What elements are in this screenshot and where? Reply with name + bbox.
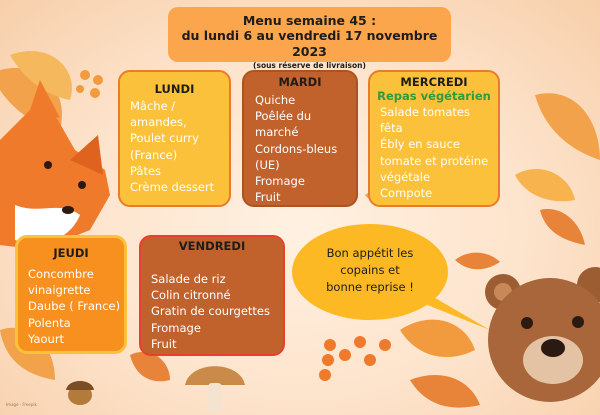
- menu-dates: du lundi 6 au vendredi 17 novembre 2023: [181, 28, 438, 59]
- menu-item: (France): [130, 147, 178, 162]
- menu-item: tomate et protéine: [380, 153, 489, 168]
- menu-item: Pâtes: [130, 163, 162, 178]
- menu-item: Polenta: [28, 315, 71, 330]
- menu-title: Menu semaine 45 :: [242, 13, 377, 28]
- menu-item: Fruit: [255, 190, 281, 205]
- day-card-jeudi: [15, 235, 127, 354]
- menu-item: (UE): [255, 157, 280, 172]
- day-title-mercredi: MERCREDI: [400, 75, 468, 89]
- menu-item: Colin citronné: [151, 288, 231, 303]
- menu-item: Poulet curry: [130, 131, 199, 146]
- menu-item: fêta: [380, 121, 403, 136]
- menu-disclaimer: (sous réserve de livraison): [253, 61, 366, 70]
- day-card-mardi: [242, 70, 358, 207]
- menu-item: marché: [255, 125, 299, 140]
- menu-list-mardi: [244, 92, 356, 205]
- menu-item: Yaourt: [28, 331, 65, 346]
- menu-item: amandes,: [130, 115, 187, 130]
- menu-item: Fromage: [151, 320, 201, 335]
- menu-item: Ébly en sauce: [380, 137, 460, 152]
- menu-item: Fromage: [255, 174, 305, 189]
- menu-item: Mâche /: [130, 99, 176, 113]
- menu-item: Crème dessert: [130, 180, 215, 195]
- menu-item: Concombre: [28, 267, 94, 281]
- menu-item: Gratin de courgettes: [151, 304, 270, 319]
- menu-item: Compote: [380, 186, 433, 201]
- menu-item: vinaigrette: [28, 283, 91, 298]
- day-title-jeudi: JEUDI: [53, 246, 89, 260]
- bear-illustration: [485, 267, 600, 402]
- menu-item: Cordons-bleus: [255, 141, 338, 156]
- day-card-mercredi: [368, 70, 500, 207]
- berries-icon: [319, 336, 391, 381]
- autumn-leaf-icon: [400, 320, 480, 408]
- mushroom-icon: [185, 366, 245, 413]
- menu-item: végétale: [380, 169, 431, 184]
- menu-item: Salade tomates: [380, 105, 470, 119]
- bubble-line: bonne reprise !: [326, 280, 414, 294]
- vegetarian-label: Repas végétarien: [377, 89, 491, 103]
- bubble-line: copains et: [340, 263, 400, 277]
- menu-list-vendredi: [141, 271, 283, 352]
- menu-item: Daube ( France): [28, 299, 121, 314]
- day-card-lundi: [118, 70, 231, 207]
- menu-item: Fruit: [151, 336, 177, 351]
- bubble-message: [315, 245, 425, 296]
- berries-icon: [76, 70, 103, 98]
- menu-item: Salade de riz: [151, 272, 226, 286]
- day-title-mardi: MARDI: [278, 75, 322, 89]
- bubble-line: Bon appétit les: [326, 246, 414, 260]
- autumn-leaf-icon: [515, 93, 600, 245]
- menu-item: Quiche: [255, 93, 296, 107]
- acorn-icon: [66, 381, 94, 405]
- image-credit: Image · Freepik: [6, 402, 37, 407]
- menu-title-box: [168, 7, 451, 70]
- menu-item: Poêlée du: [255, 109, 312, 124]
- menu-list-mercredi: [370, 104, 498, 201]
- day-title-vendredi: VENDREDI: [178, 239, 246, 253]
- day-title-lundi: LUNDI: [154, 82, 195, 96]
- menu-list-jeudi: [18, 266, 124, 347]
- menu-list-lundi: [120, 98, 229, 195]
- day-card-vendredi: [139, 235, 285, 356]
